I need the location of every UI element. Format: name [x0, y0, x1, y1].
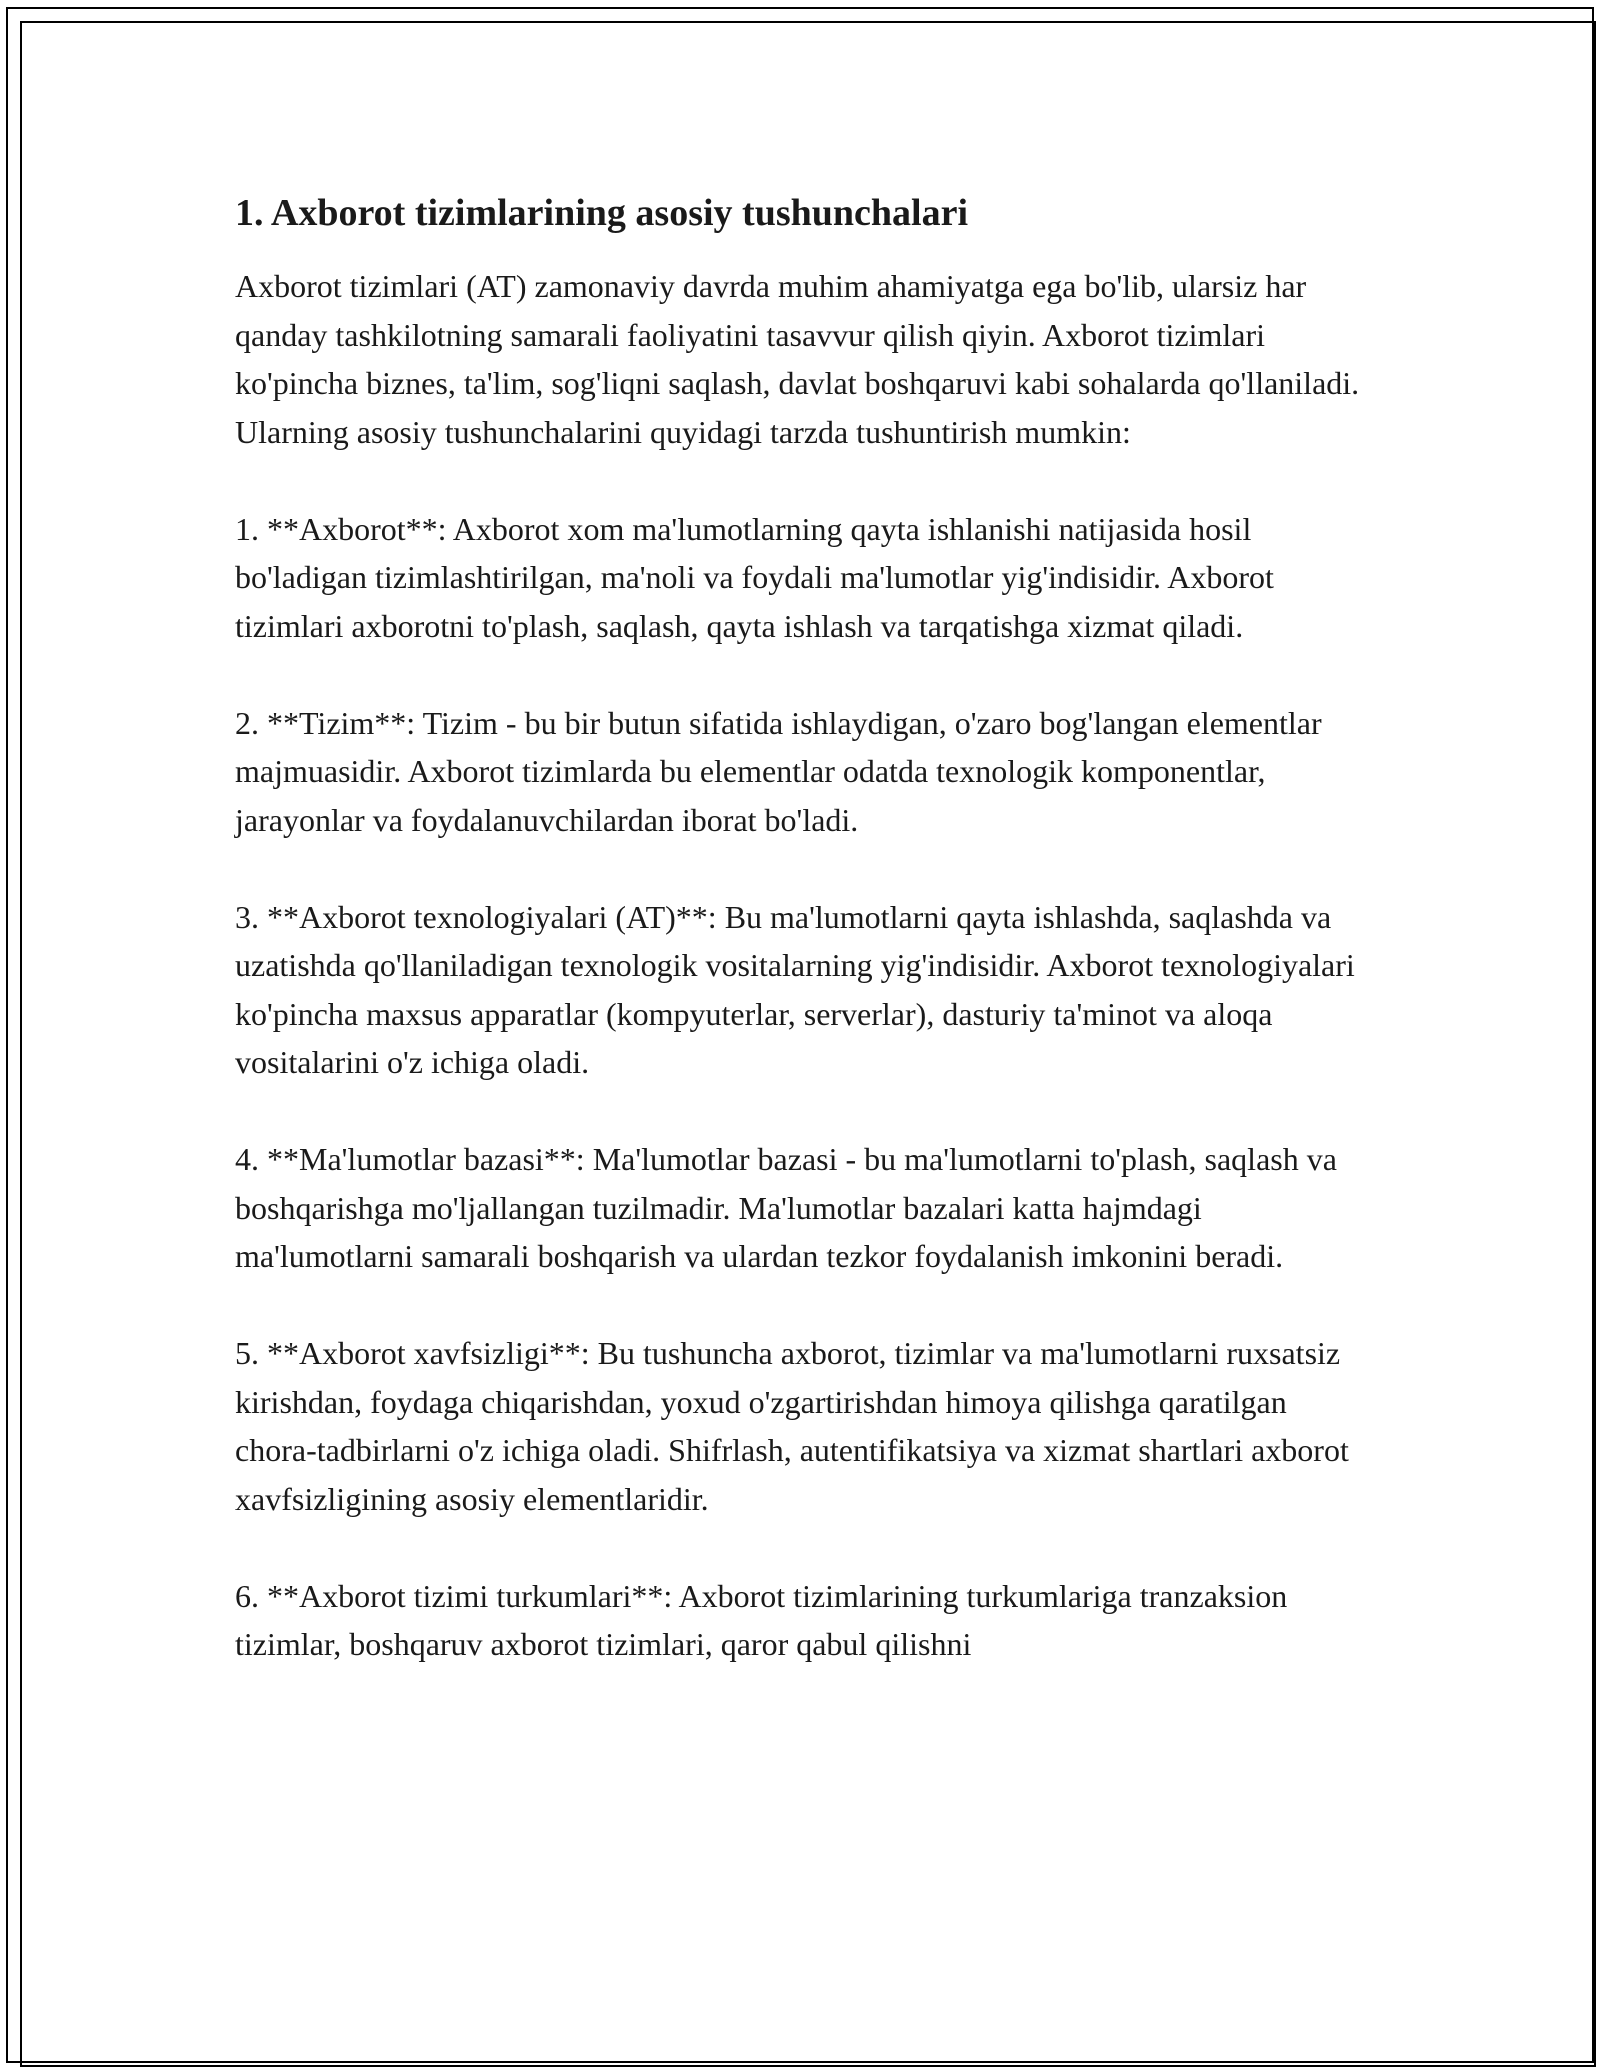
list-item-axborot-tizimi-turkumlari: 6. **Axborot tizimi turkumlari**: Axborot tizimlarining turkumlariga tranzaksion tizimlar, boshqaruv axborot tizimlari, qaror qabul qilishni	[235, 1577, 1288, 1662]
list-item-axborot: 1. **Axborot**: Axborot xom ma'lumotlarning qayta ishlanishi natijasida hosil bo'ladigan tizimlashtirilgan, ma'noli va foydali ma'lumotlar yig'indisidir. Axborot tizimlari axborotni to'plash, saqlash, qayta ishlash va tarqatishga xizmat qiladi.	[235, 510, 1274, 644]
list-item-malumotlar-bazasi: 4. **Ma'lumotlar bazasi**: Ma'lumotlar bazasi - bu ma'lumotlarni to'plash, saqlash va boshqarishga mo'ljallangan tuzilmadir. Ma'lumotlar bazalari katta hajmdagi ma'lumotlarni samarali boshqarish va ulardan tezkor foydalanish imkonini beradi.	[235, 1141, 1337, 1274]
list-item-axborot-xavfsizligi: 5. **Axborot xavfsizligi**: Bu tushuncha axborot, tizimlar va ma'lumotlarni ruxsatsiz kirishdan, foydaga chiqarishdan, yoxud o'zgartirishdan himoya qilishga qaratilgan chora-tadbirlarni o'z ichiga oladi. Shifrlash, autentifikatsiya va xizmat shartlari axborot xavfsizligining asosiy elementlaridir.	[235, 1335, 1349, 1517]
intro-paragraph: Axborot tizimlari (AT) zamonaviy davrda muhim ahamiyatga ega bo'lib, ularsiz har qanday tashkilotning samarali faoliyatini tasavvur qilish qiyin. Axborot tizimlari ko'pincha biznes, ta'lim, sog'liqni saqlash, davlat boshqaruvi kabi sohalarda qo'llaniladi. Ularning asosiy tushunchalarini quyidagi tarzda tushuntirish mumkin:	[235, 268, 1360, 450]
list-item-axborot-texnologiyalari: 3. **Axborot texnologiyalari (AT)**: Bu ma'lumotlarni qayta ishlashda, saqlashda va uzatishda qo'llaniladigan texnologik vositalarning yig'indisidir. Axborot texnologiyalari ko'pincha maxsus apparatlar (kompyuterlar, serverlar), dasturiy ta'minot va aloqa vositalarini o'z ichiga oladi.	[235, 898, 1355, 1080]
section-title: 1. Axborot tizimlarining asosiy tushunchalari	[235, 192, 969, 234]
document-body	[235, 186, 1375, 1717]
list-item-tizim: 2. **Tizim**: Tizim - bu bir butun sifatida ishlaydigan, o'zaro bog'langan elementlar majmuasidir. Axborot tizimlarda bu elementlar odatda texnologik komponentlar, jarayonlar va foydalanuvchilardan iborat bo'ladi.	[235, 704, 1322, 838]
